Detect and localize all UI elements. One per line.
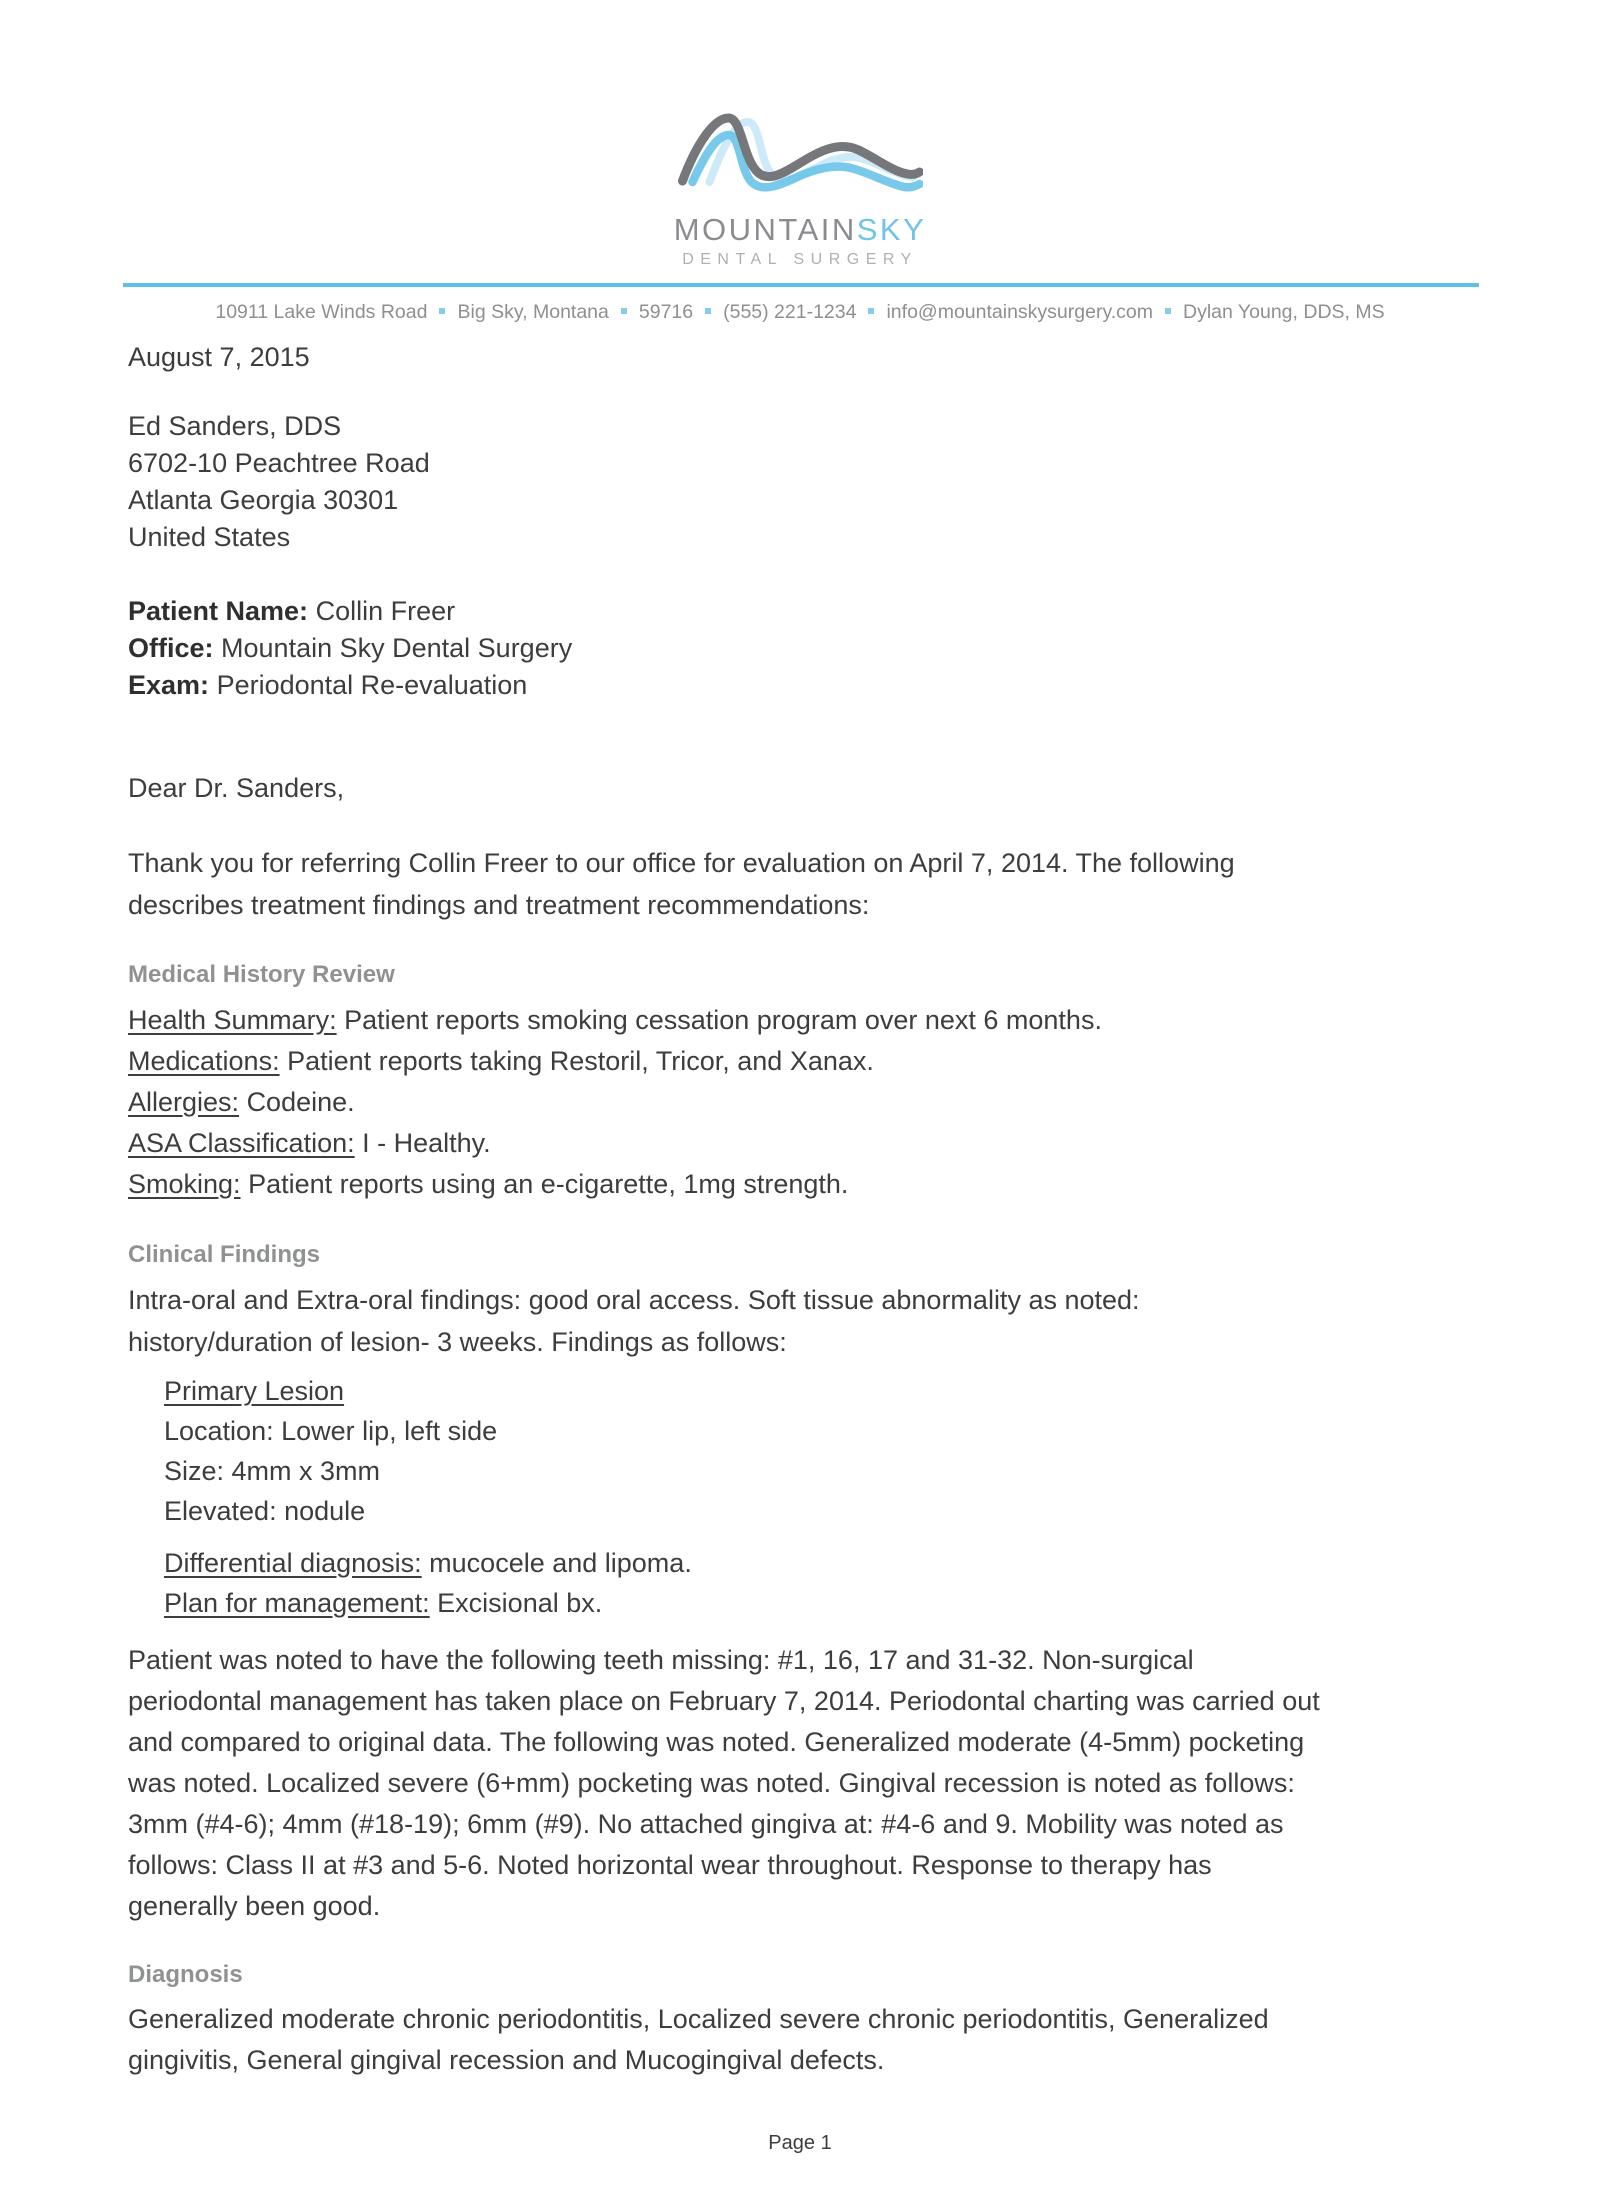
diagnosis-heading: Diagnosis xyxy=(128,1961,243,1988)
brand-name-sky: SKY xyxy=(856,212,927,247)
letter-date: August 7, 2015 xyxy=(128,342,310,372)
intro-line: Thank you for referring Collin Freer to our office for evaluation on April 7, 2014. The following xyxy=(128,848,1235,878)
medical-history-heading: Medical History Review xyxy=(128,961,395,988)
contact-doctor: Dylan Young, DDS, MS xyxy=(1183,301,1385,323)
patient-name-value: Collin Freer xyxy=(315,596,456,626)
contact-line xyxy=(0,301,1600,324)
contact-street: 10911 Lake Winds Road xyxy=(215,301,428,323)
brand-waves-logo xyxy=(677,112,923,197)
bullet-separator xyxy=(868,308,874,314)
page-number: Page 1 xyxy=(768,2132,832,2154)
health-summary-text: Patient reports smoking cessation program over next 6 months. xyxy=(344,1005,1102,1035)
plan-management-text: Excisional bx. xyxy=(437,1588,603,1618)
medications-label: Medications: xyxy=(128,1046,280,1076)
diagnosis-line: Generalized moderate chronic periodontitis, Localized severe chronic periodontitis, Generalized xyxy=(128,2004,1269,2034)
brand-name-mountain: MOUNTAIN xyxy=(673,212,857,247)
exam-label: Exam: xyxy=(128,670,210,700)
patient-name-label: Patient Name: xyxy=(128,596,309,626)
clinical-findings-intro xyxy=(128,1279,1140,1363)
recipient-address xyxy=(128,408,430,556)
diagnosis-line: gingivitis, General gingival recession and Mucogingival defects. xyxy=(128,2045,885,2075)
asa-label: ASA Classification: xyxy=(128,1128,355,1158)
primary-lesion-block xyxy=(164,1371,692,1623)
bullet-separator xyxy=(621,308,627,314)
asa-row xyxy=(128,1123,1102,1164)
diagnosis-paragraph xyxy=(128,1999,1269,2081)
summary-line: Patient was noted to have the following teeth missing: #1, 16, 17 and 31-32. Non-surgical xyxy=(128,1645,1194,1675)
health-summary-row xyxy=(128,1000,1102,1041)
asa-text: I - Healthy. xyxy=(362,1128,491,1158)
contact-zip: 59716 xyxy=(638,301,694,323)
summary-line: 3mm (#4-6); 4mm (#18-19); 6mm (#9). No attached gingiva at: #4-6 and 9. Mobility was noted as xyxy=(128,1809,1284,1839)
summary-line: and compared to original data. The following was noted. Generalized moderate (4-5mm) pocketing xyxy=(128,1727,1305,1757)
differential-diagnosis-row xyxy=(164,1543,692,1583)
clinical-intro-line: Intra-oral and Extra-oral findings: good oral access. Soft tissue abnormality as noted: xyxy=(128,1285,1140,1315)
office-label: Office: xyxy=(128,633,214,663)
patient-name-row xyxy=(128,593,572,630)
intro-line: describes treatment findings and treatment recommendations: xyxy=(128,890,870,920)
office-value: Mountain Sky Dental Surgery xyxy=(221,633,573,663)
brand-name xyxy=(0,212,1600,248)
plan-management-label: Plan for management: xyxy=(164,1588,430,1618)
lesion-elevated: Elevated: nodule xyxy=(164,1496,366,1526)
exam-row xyxy=(128,667,572,704)
patient-info xyxy=(128,593,572,704)
primary-lesion-title: Primary Lesion xyxy=(164,1376,345,1406)
summary-line: periodontal management has taken place on February 7, 2014. Periodontal charting was carried out xyxy=(128,1686,1320,1716)
contact-city: Big Sky, Montana xyxy=(457,301,609,323)
smoking-label: Smoking: xyxy=(128,1169,241,1199)
contact-phone: (555) 221-1234 xyxy=(723,301,857,323)
medications-row xyxy=(128,1041,1102,1082)
summary-line: follows: Class II at #3 and 5-6. Noted horizontal wear throughout. Response to therapy has xyxy=(128,1850,1212,1880)
health-summary-label: Health Summary: xyxy=(128,1005,337,1035)
differential-diagnosis-label: Differential diagnosis: xyxy=(164,1548,422,1578)
summary-line: was noted. Localized severe (6+mm) pocketing was noted. Gingival recession is noted as follows: xyxy=(128,1768,1295,1798)
intro-paragraph xyxy=(128,842,1235,926)
allergies-text: Codeine. xyxy=(246,1087,355,1117)
allergies-label: Allergies: xyxy=(128,1087,240,1117)
recipient-country: United States xyxy=(128,522,291,552)
brand-subtitle: DENTAL SURGERY xyxy=(682,251,918,268)
medications-text: Patient reports taking Restoril, Tricor, and Xanax. xyxy=(287,1046,874,1076)
clinical-findings-heading: Clinical Findings xyxy=(128,1241,321,1268)
recipient-city: Atlanta Georgia 30301 xyxy=(128,485,399,515)
recipient-street: 6702-10 Peachtree Road xyxy=(128,448,430,478)
periodontal-summary-paragraph xyxy=(128,1640,1320,1927)
lesion-size: Size: 4mm x 3mm xyxy=(164,1456,381,1486)
bullet-separator xyxy=(1165,308,1171,314)
contact-email: info@mountainskysurgery.com xyxy=(886,301,1154,323)
greeting: Dear Dr. Sanders, xyxy=(128,773,345,803)
bullet-separator xyxy=(439,308,445,314)
plan-management-row xyxy=(164,1583,692,1623)
lesion-location: Location: Lower lip, left side xyxy=(164,1416,498,1446)
exam-value: Periodontal Re-evaluation xyxy=(216,670,528,700)
medical-history-list xyxy=(128,1000,1102,1205)
clinical-intro-line: history/duration of lesion- 3 weeks. Findings as follows: xyxy=(128,1327,787,1357)
allergies-row xyxy=(128,1082,1102,1123)
smoking-row xyxy=(128,1164,1102,1205)
summary-line: generally been good. xyxy=(128,1891,381,1921)
accent-rule xyxy=(123,283,1479,287)
smoking-text: Patient reports using an e-cigarette, 1mg strength. xyxy=(248,1169,849,1199)
bullet-separator xyxy=(705,308,711,314)
differential-diagnosis-text: mucocele and lipoma. xyxy=(429,1548,692,1578)
recipient-name: Ed Sanders, DDS xyxy=(128,411,342,441)
office-row xyxy=(128,630,572,667)
